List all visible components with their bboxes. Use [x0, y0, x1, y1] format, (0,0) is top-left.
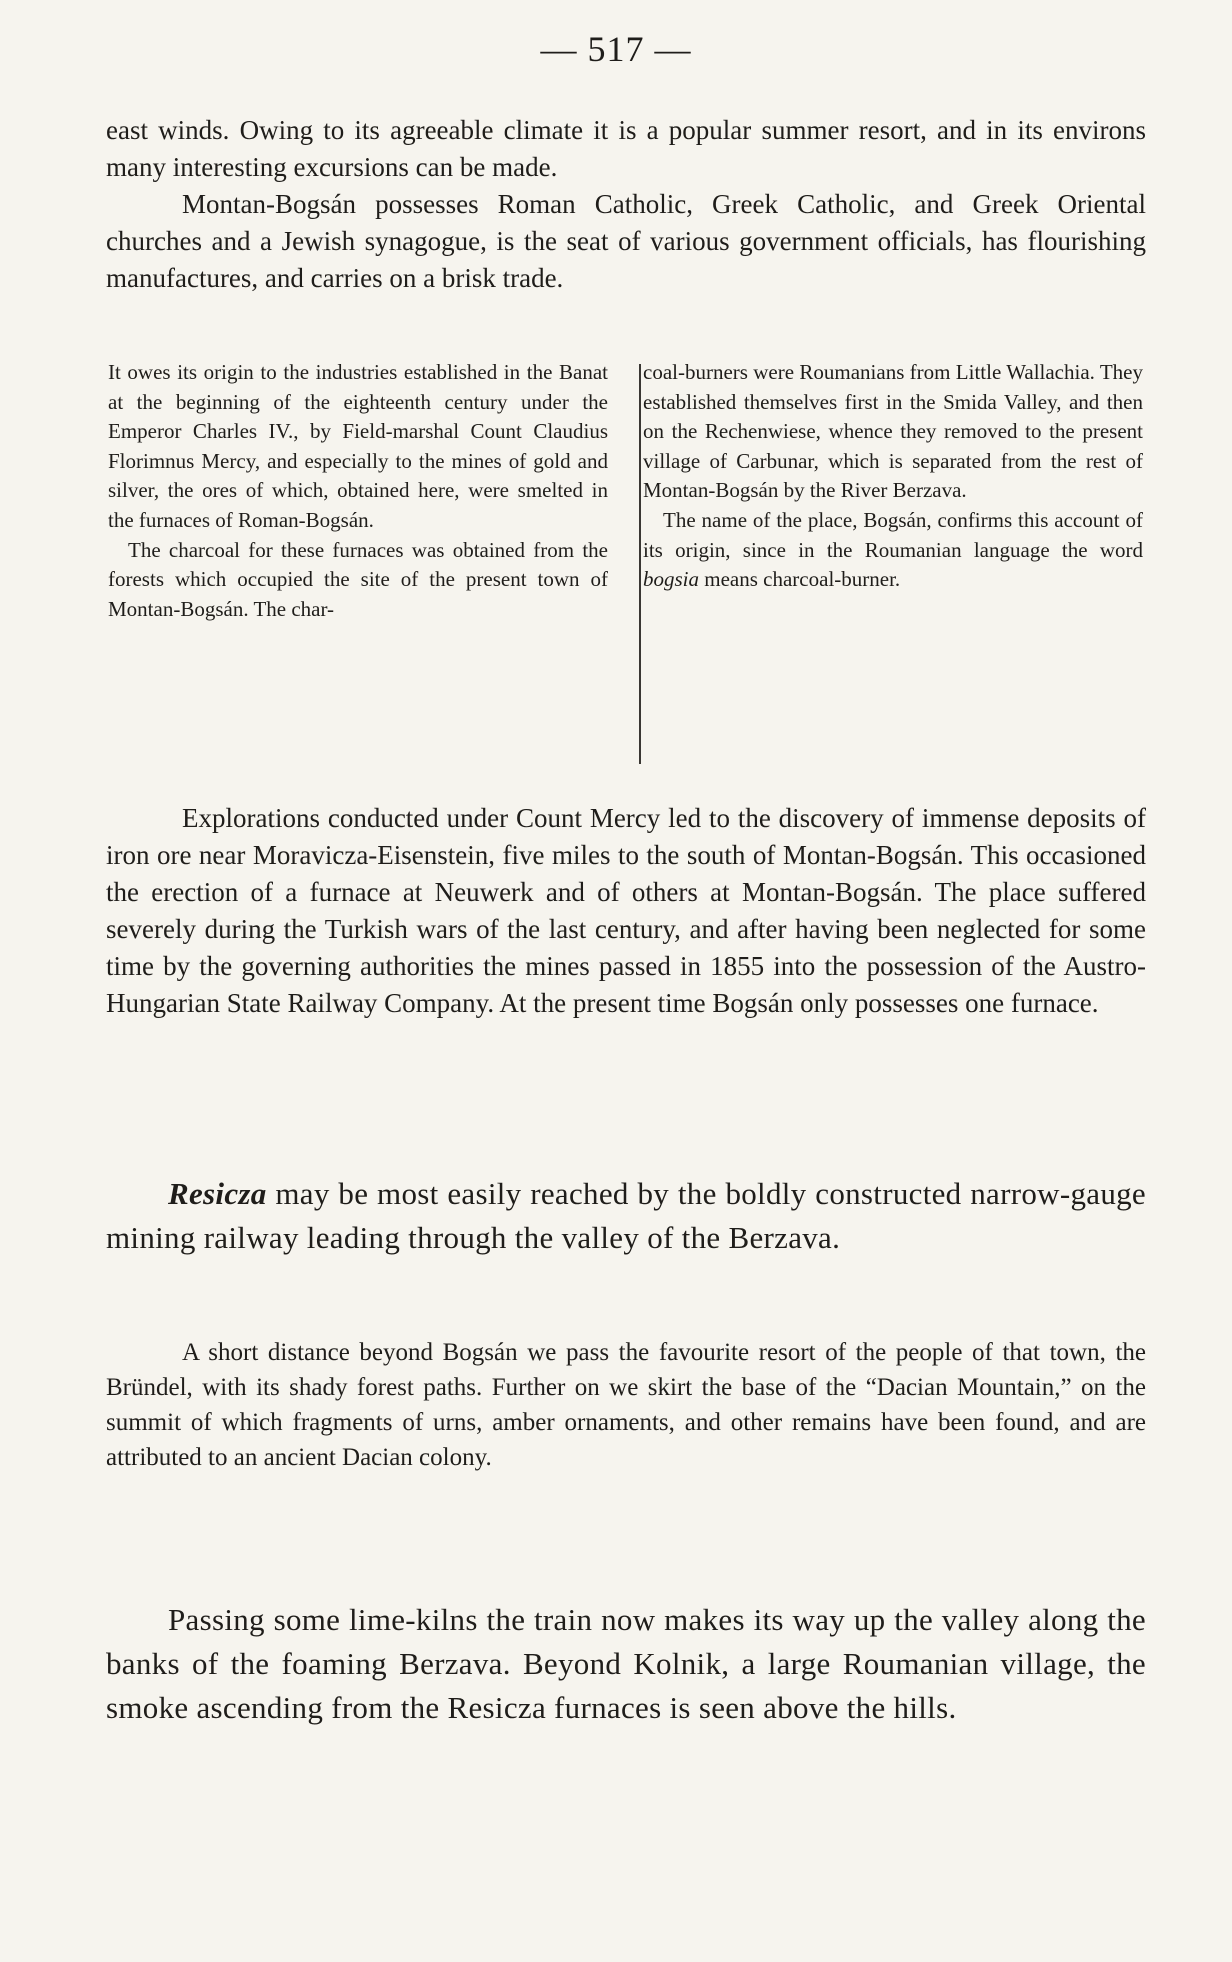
short-distance-section: [106, 1335, 1146, 1475]
explorations-paragraph: Explorations conducted under Count Mercy led to the discovery of immense deposits of iron ore near Moravicza-Eisenstein, five miles to the south of Montan-Bogsán. This occasioned the erection of a furnace at Neuwerk and of others at Montan-Bogsán. The place suffered severely during the Turkish wars of the last century, and after having been neglected for some time by the governing authorities the mines passed in 1855 into the possession of the Austro-Hungarian State Railway Company. At the present time Bogsán only possesses one furnace.: [106, 803, 1146, 1018]
right-column-paragraph-2: [643, 506, 1143, 595]
intro-section: [106, 112, 1146, 297]
two-column-note: [108, 358, 1146, 778]
right-column: [643, 358, 1143, 595]
explorations-section: [106, 800, 1146, 1022]
intro-paragraph-1: east winds. Owing to its agreeable climate it is a popular summer resort, and in its environs many interesting excursions can be made.: [106, 115, 1146, 182]
resicza-section: [106, 1172, 1146, 1260]
passing-section: [106, 1598, 1146, 1730]
short-distance-paragraph: A short distance beyond Bogsán we pass the favourite resort of the people of that town, the Bründel, with its shady forest paths. Further on we skirt the base of the “Dacian Mountain,” on the summit of which fragments of urns, amber ornaments, and other remains have been found, and are attributed to an ancient Dacian colony.: [106, 1339, 1146, 1471]
right-column-text-after: means charcoal-burner.: [699, 567, 901, 592]
page-number: — 517 —: [540, 29, 692, 69]
passing-paragraph: Passing some lime-kilns the train now makes its way up the valley along the banks of the foaming Berzava. Beyond Kolnik, a large Roumanian village, the smoke ascending from the Resicza furnaces is seen above the hills.: [106, 1602, 1146, 1725]
left-column: [108, 358, 608, 624]
left-column-paragraph-1: It owes its origin to the industries established in the Banat at the beginning of the eighteenth century under the Emperor Charles IV., by Field-marshal Count Claudius Florimnus Mercy, and especially to the mines of gold and silver, the ores of which, obtained here, were smelted in the furnaces of Roman-Bogsán.: [108, 360, 608, 532]
intro-paragraph-2: Montan-Bogsán possesses Roman Catholic, Greek Catholic, and Greek Oriental churches and a Jewish synagogue, is the seat of various government officials, has flourishing manufactures, and carries on a brisk trade.: [106, 189, 1146, 293]
resicza-paragraph: [106, 1172, 1146, 1260]
resicza-text: may be most easily reached by the boldly constructed narrow-gauge mining railway leading through the valley of the Berzava.: [106, 1176, 1146, 1255]
right-column-paragraph-1: coal-burners were Roumanians from Little Wallachia. They established themselves first in the Smida Valley, and then on the Rechenwiese, whence they removed to the present village of Carbunar, which is separated from the rest of Montan-Bogsán by the River Berzava.: [643, 360, 1143, 503]
column-divider: [639, 364, 641, 764]
bogsia-word: bogsia: [643, 567, 700, 592]
right-column-text-before: The name of the place, Bogsán, confirms this account of its origin, since in the Roumanian language the word: [643, 507, 1143, 562]
left-column-paragraph-2: The charcoal for these furnaces was obtained from the forests which occupied the site of the present town of Montan-Bogsán. The char-: [108, 537, 608, 621]
resicza-name: Resicza: [168, 1176, 267, 1211]
